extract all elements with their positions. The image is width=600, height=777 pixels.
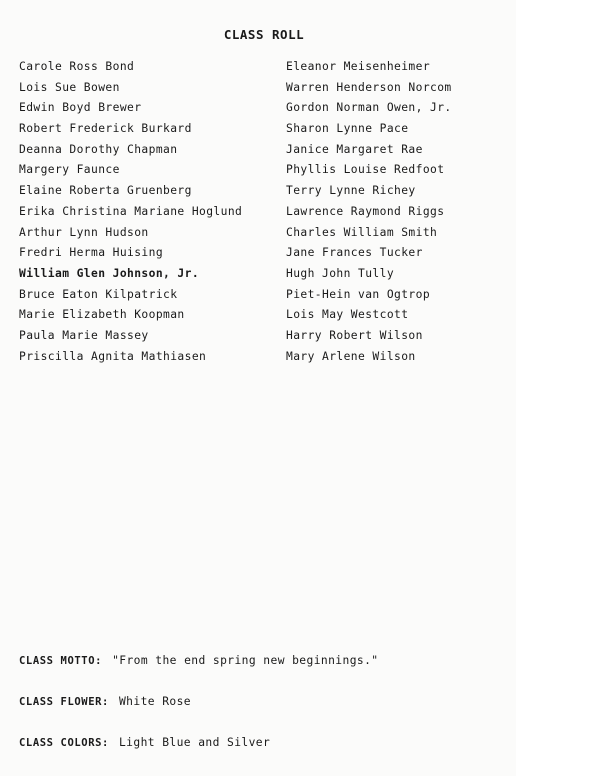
page-margin [516,0,600,776]
student-name: Terry Lynne Richey [286,184,416,198]
class-colors [19,736,379,777]
class-roll-left-column [19,59,242,369]
student-name: Jane Frances Tucker [286,246,423,260]
student-name: Arthur Lynn Hudson [19,225,149,239]
student-name: Marie Elizabeth Koopman [19,308,185,322]
class-colors-value: Light Blue and Silver [118,736,271,749]
student-name: Charles William Smith [286,225,438,239]
student-name: Edwin Boyd Brewer [19,101,142,115]
student-name: Elaine Roberta Gruenberg [19,184,192,198]
class-colors-label: CLASS COLORS: [19,737,109,749]
student-name: Margery Faunce [19,163,120,177]
student-name: Janice Margaret Rae [286,142,423,156]
student-name: Lois Sue Bowen [19,80,120,94]
student-name: Fredri Herma Huising [19,246,164,260]
class-facts [19,654,379,777]
student-name: Eleanor Meisenheimer [286,60,431,73]
class-flower [19,695,379,736]
student-name: Robert Frederick Burkard [19,122,192,136]
student-name: Deanna Dorothy Chapman [19,142,178,156]
class-flower-value: White Rose [118,695,191,708]
student-name: Gordon Norman Owen, Jr. [286,101,452,115]
student-name: Piet-Hein van Ogtrop [286,287,431,301]
student-name: Carole Ross Bond [19,60,135,73]
class-motto-label: CLASS MOTTO: [19,655,103,667]
student-name: Hugh John Tully [286,266,395,280]
student-name: Bruce Eaton Kilpatrick [19,287,178,301]
student-name: Mary Arlene Wilson [286,349,416,363]
student-name: Erika Christina Mariane Hoglund [19,204,243,218]
student-name: Lois May Westcott [286,308,409,322]
class-flower-label: CLASS FLOWER: [19,696,109,708]
student-name: Harry Robert Wilson [286,328,423,342]
class-motto [19,654,379,695]
student-name: William Glen Johnson, Jr. [19,266,200,280]
student-name: Paula Marie Massey [19,328,149,342]
student-name: Priscilla Agnita Mathiasen [19,349,207,363]
class-motto-value: "From the end spring new beginnings." [112,654,379,667]
student-name: Sharon Lynne Pace [286,122,409,136]
class-roll-right-column [286,59,452,369]
student-name: Warren Henderson Norcom [286,80,452,94]
student-name: Lawrence Raymond Riggs [286,204,445,218]
page-title: CLASS ROLL [223,27,305,42]
student-name: Phyllis Louise Redfoot [286,163,445,177]
